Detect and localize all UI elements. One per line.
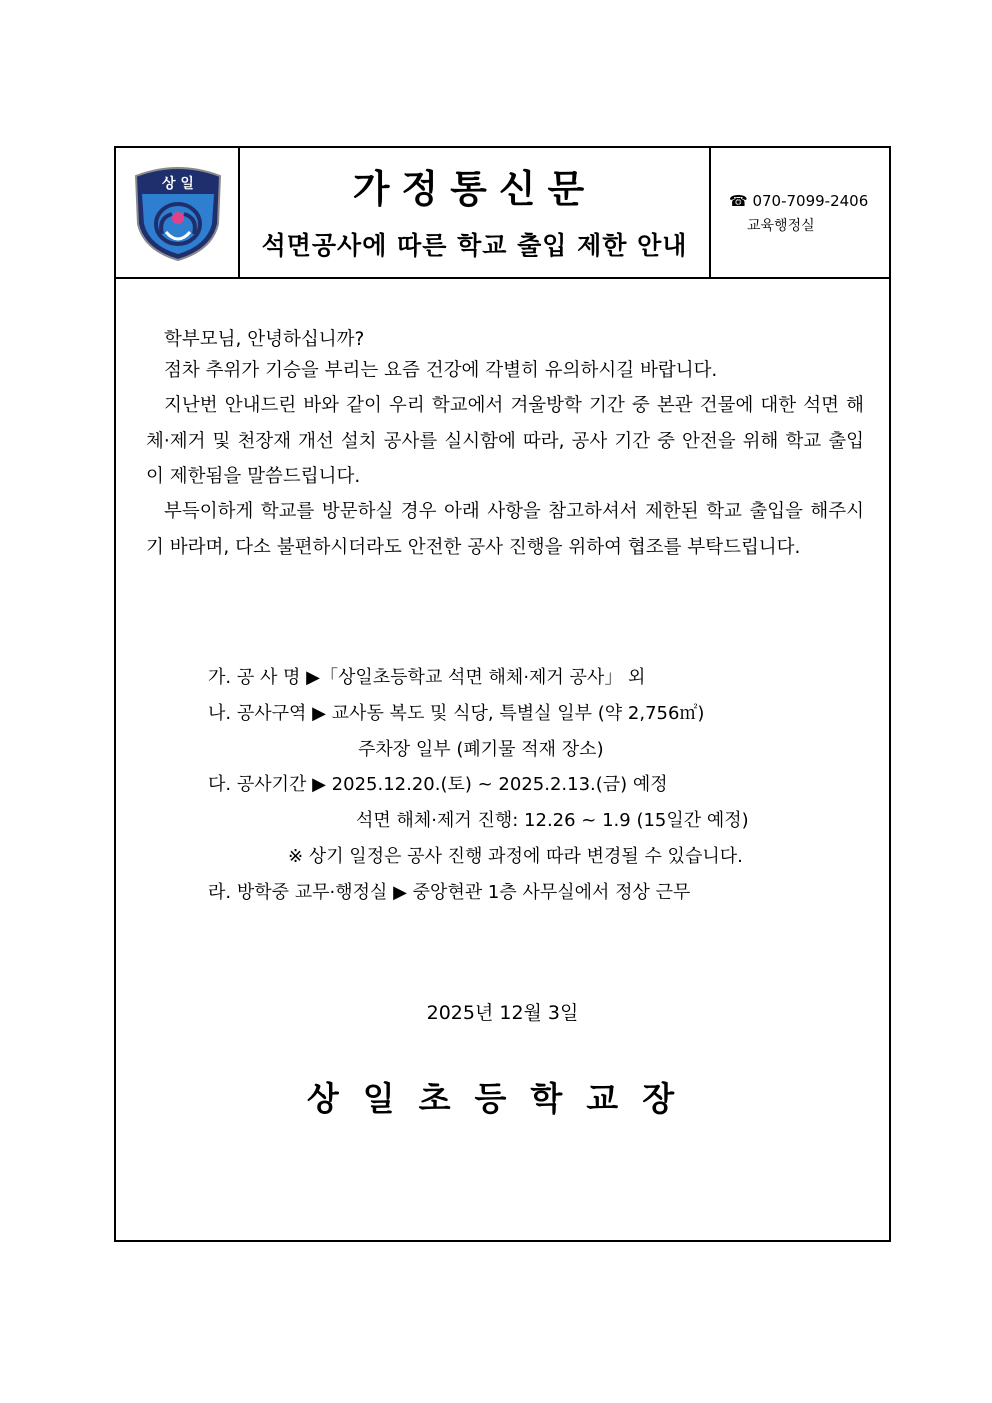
school-emblem-logo (132, 162, 224, 262)
list-item-period: 다. 공사기간 ▶ 2025.12.20.(토) ~ 2025.2.13.(금) 예정 (208, 774, 668, 795)
paragraph-request (146, 494, 864, 565)
list-item-asbestos-schedule: 석면 해체·제거 진행: 12.26 ~ 1.9 (15일간 예정) (356, 810, 749, 831)
principal-signature: 상일초등학교장 (306, 1079, 699, 1118)
construction-text: 지난번 안내드린 바와 같이 우리 학교에서 겨울방학 기간 중 본관 건물에 대한 석면 해체·제거 및 천장재 개선 설치 공사를 실시함에 따라, 공사 기간 중 안전을 위해 학교 출입이 제한됨을 말씀드립니다. (146, 395, 864, 487)
list-item-area: 나. 공사구역 ▶ 교사동 복도 및 식당, 특별실 일부 (약 2,756㎡) (208, 703, 705, 724)
issue-date: 2025년 12월 3일 (426, 1002, 579, 1024)
list-item-area-parking: 주차장 일부 (폐기물 적재 장소) (358, 739, 604, 760)
phone-number: ☎ 070-7099-2406 (729, 192, 869, 210)
emblem-text: 상 일 (162, 176, 194, 192)
list-item-office: 라. 방학중 교무·행정실 ▶ 중앙현관 1층 사무실에서 정상 근무 (208, 882, 691, 903)
request-text: 부득이하게 학교를 방문하실 경우 아래 사항을 참고하셔서 제한된 학교 출입을 해주시기 바라며, 다소 불편하시더라도 안전한 공사 진행을 위하여 협조를 부탁드립니다. (146, 501, 864, 558)
page-subtitle: 석면공사에 따른 학교 출입 제한 안내 (261, 231, 688, 260)
logo-cell (116, 148, 240, 277)
paragraph-construction (146, 388, 864, 495)
weather-text: 점차 추위가 기승을 부리는 요즘 건강에 각별히 유의하시길 바랍니다. (164, 360, 718, 381)
greeting-text: 학부모님, 안녕하십니까? (164, 329, 365, 350)
contact-cell (711, 148, 889, 277)
paragraph-weather (146, 353, 864, 389)
title-cell (240, 148, 711, 277)
page-title: 가정통신문 (352, 167, 597, 211)
notice-header (116, 148, 889, 279)
department-name: 교육행정실 (747, 218, 815, 234)
notice-frame (114, 146, 891, 1242)
schedule-change-note: ※ 상기 일정은 공사 진행 과정에 따라 변경될 수 있습니다. (288, 846, 743, 867)
list-item-project-name: 가. 공 사 명 ▶「상일초등학교 석면 해체·제거 공사」 외 (208, 667, 646, 688)
